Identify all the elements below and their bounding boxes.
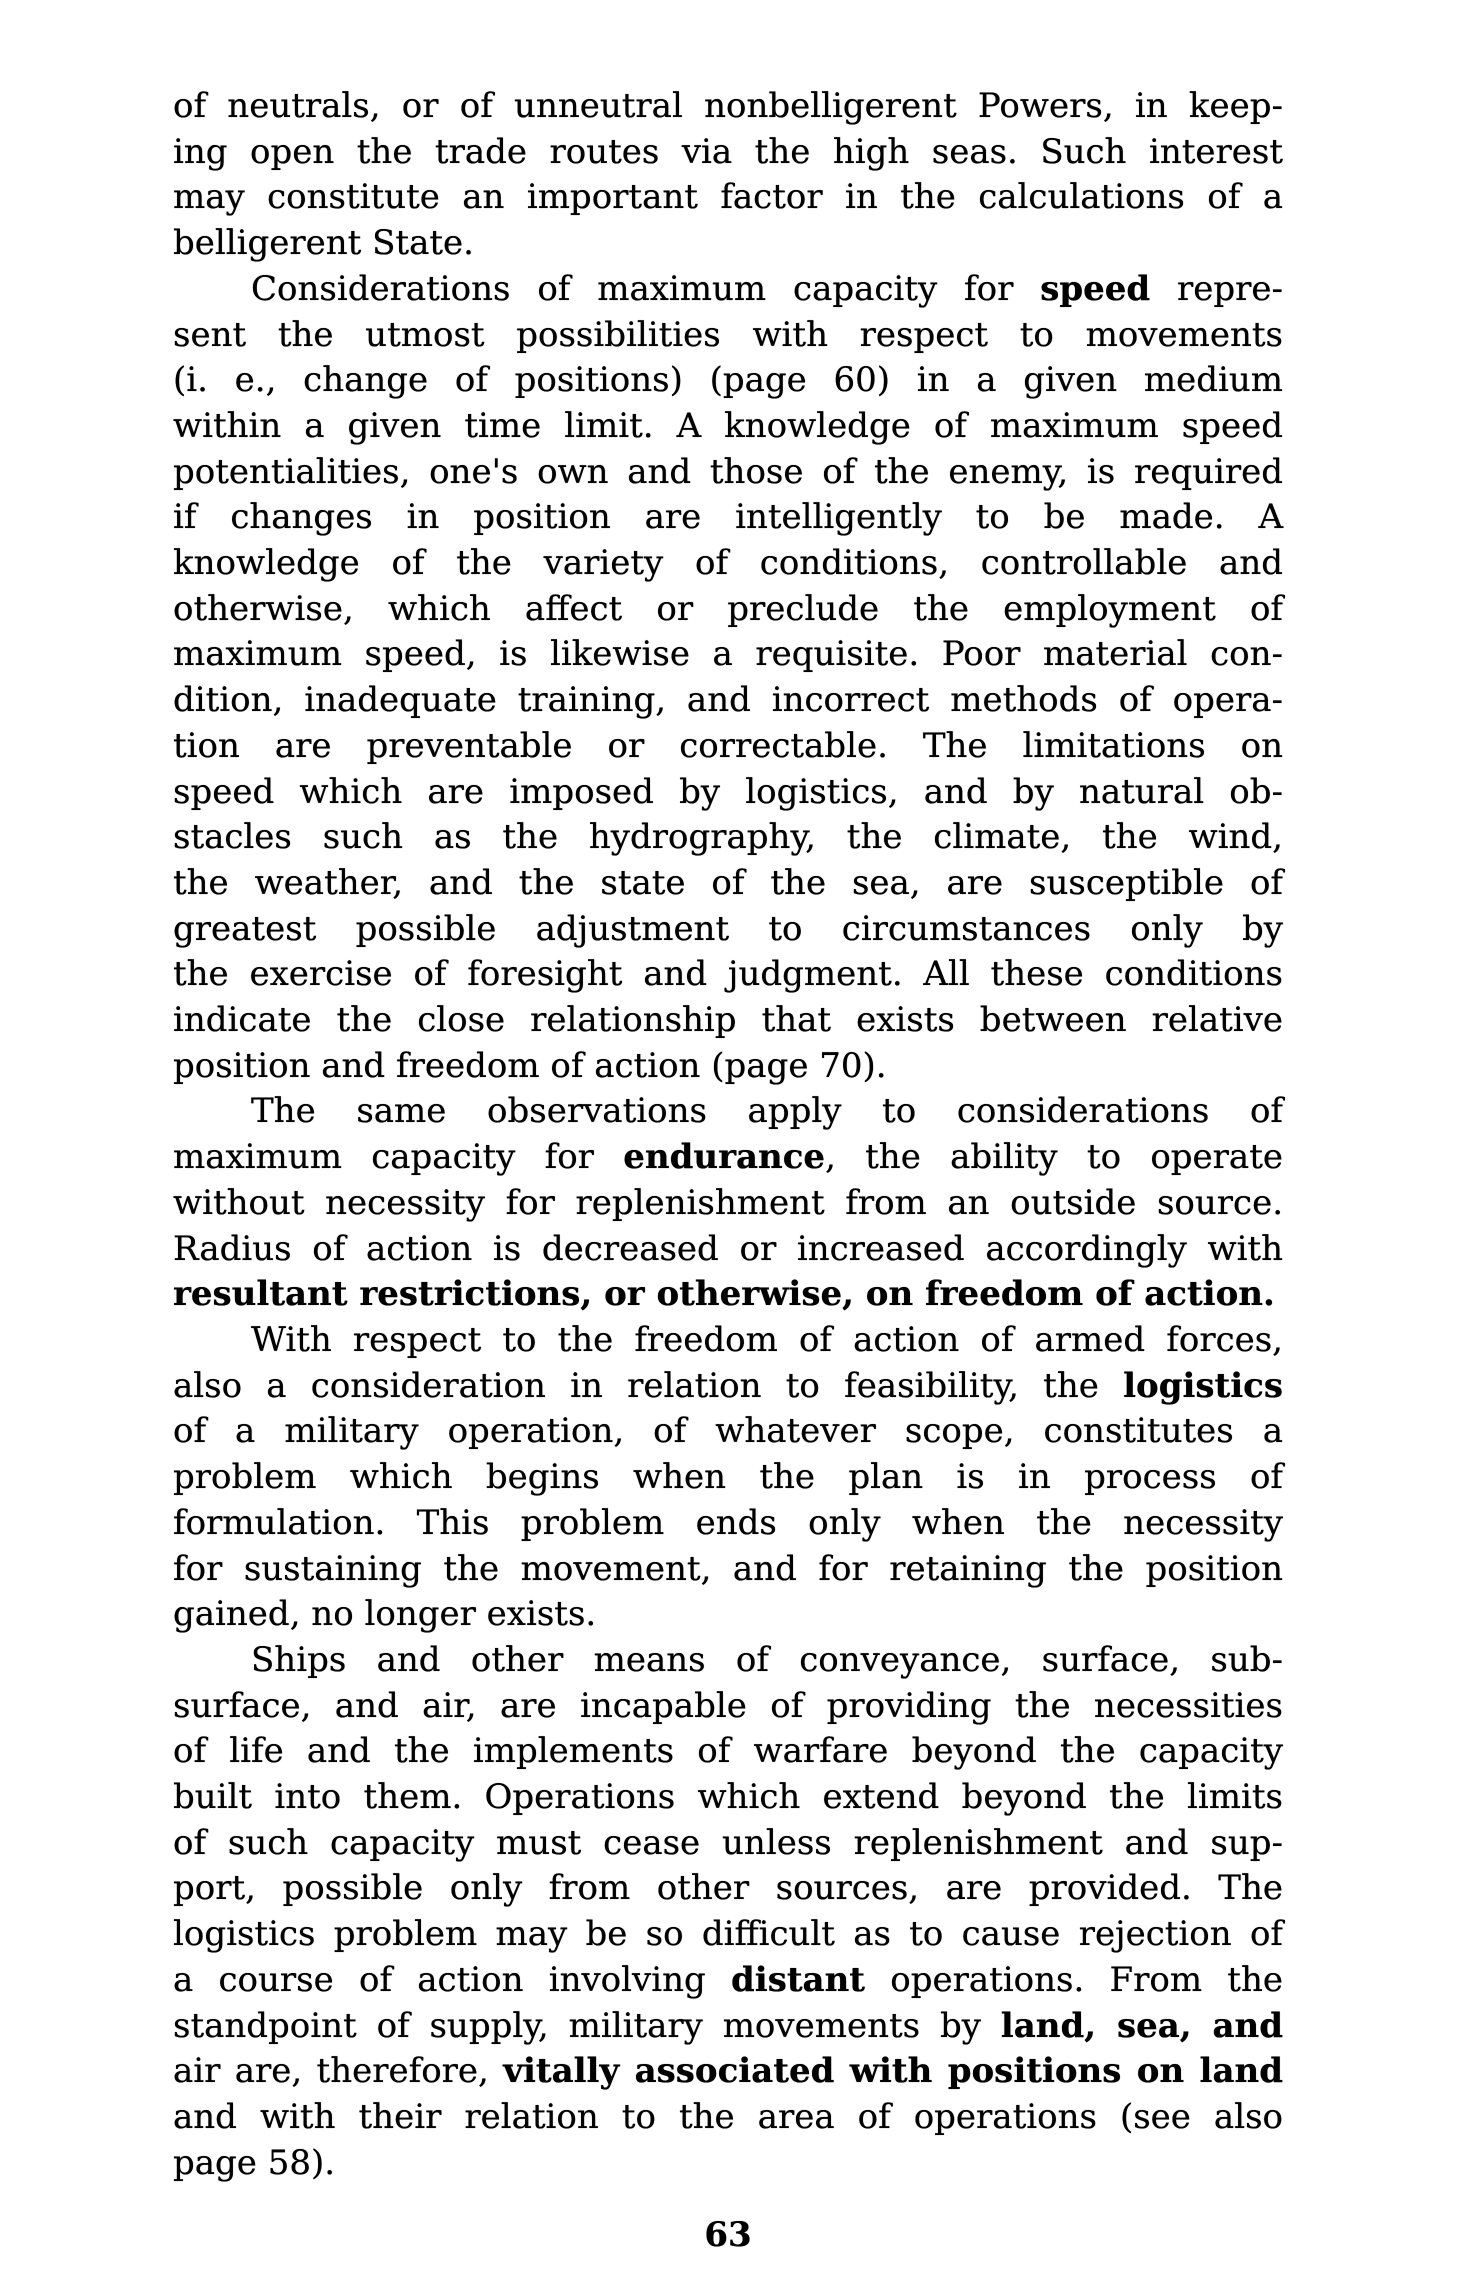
- text-line: otherwise, which affect or preclude the employment of: [173, 588, 1283, 629]
- text-line: if changes in position are intelligently to be made. A: [173, 497, 1283, 538]
- text-line: potentialities, one's own and those of the enemy, is required: [173, 451, 1283, 492]
- paragraph: [173, 267, 1283, 1090]
- text-line: problem which begins when the plan is in process of: [173, 1457, 1283, 1498]
- paragraph: [173, 1638, 1283, 2186]
- text-line: formulation. This problem ends only when the necessity: [173, 1502, 1283, 1543]
- text-line: of a military operation, of whatever scope, constitutes a: [173, 1411, 1283, 1452]
- text-line: surface, and air, are incapable of providing the necessities: [173, 1685, 1283, 1726]
- text-line: a course of action involving distant operations. From the: [173, 1959, 1283, 2000]
- text-line: speed which are imposed by logistics, and by natural ob-: [173, 771, 1283, 812]
- text-line: of such capacity must cease unless replenishment and sup-: [173, 1822, 1283, 1863]
- text-line: indicate the close relationship that exists between relative: [173, 1000, 1283, 1041]
- paragraph: [173, 1318, 1283, 1638]
- paragraph: [173, 1089, 1283, 1318]
- text-line: resultant restrictions, or otherwise, on freedom of action.: [173, 1274, 1275, 1315]
- text-line: port, possible only from other sources, are provided. The: [173, 1868, 1283, 1909]
- paragraph: [173, 84, 1283, 267]
- text-block: [173, 84, 1283, 2186]
- text-line: gained, no longer exists.: [173, 1594, 597, 1635]
- text-line: may constitute an important factor in the calculations of a: [173, 177, 1283, 218]
- text-line: built into them. Operations which extend beyond the limits: [173, 1777, 1283, 1818]
- text-line: tion are preventable or correctable. The limitations on: [173, 725, 1283, 766]
- page-number: 63: [704, 2215, 752, 2255]
- text-line: within a given time limit. A knowledge of maximum speed: [173, 405, 1283, 446]
- text-line: sent the utmost possibilities with respect to movements: [173, 314, 1283, 355]
- text-line: The same observations apply to considerations of: [251, 1091, 1283, 1132]
- text-line: Ships and other means of conveyance, surface, sub-: [251, 1639, 1283, 1680]
- text-line: maximum speed, is likewise a requisite. Poor material con-: [173, 634, 1283, 675]
- text-line: also a consideration in relation to feasibility, the logistics: [173, 1365, 1283, 1406]
- text-line: standpoint of supply, military movements by land, sea, and: [173, 2005, 1283, 2046]
- text-line: stacles such as the hydrography, the climate, the wind,: [173, 817, 1283, 858]
- text-line: and with their relation to the area of operations (see also: [173, 2096, 1283, 2137]
- text-line: of neutrals, or of unneutral nonbelligerent Powers, in keep-: [173, 86, 1283, 126]
- text-line: of life and the implements of warfare beyond the capacity: [173, 1731, 1283, 1772]
- text-line: page 58).: [173, 2142, 336, 2183]
- text-line: belligerent State.: [173, 223, 474, 264]
- text-line: (i. e., change of positions) (page 60) in a given medium: [173, 360, 1283, 401]
- text-line: knowledge of the variety of conditions, controllable and: [173, 543, 1283, 584]
- text-line: greatest possible adjustment to circumstances only by: [173, 908, 1283, 949]
- text-line: logistics problem may be so difficult as to cause rejection of: [173, 1914, 1283, 1955]
- text-line: With respect to the freedom of action of armed forces,: [251, 1319, 1283, 1360]
- text-line: Radius of action is decreased or increased accordingly with: [173, 1228, 1283, 1269]
- text-line: position and freedom of action (page 70).: [173, 1045, 887, 1086]
- text-line: for sustaining the movement, and for retaining the position: [173, 1548, 1283, 1589]
- text-line: dition, inadequate training, and incorrect methods of opera-: [173, 680, 1283, 721]
- text-line: maximum capacity for endurance, the ability to operate: [173, 1137, 1283, 1178]
- text-line: Considerations of maximum capacity for speed repre-: [251, 268, 1283, 309]
- text-line: the weather, and the state of the sea, are susceptible of: [173, 862, 1283, 903]
- text-line: ing open the trade routes via the high seas. Such interest: [173, 131, 1283, 172]
- text-line: the exercise of foresight and judgment. All these conditions: [173, 954, 1283, 995]
- text-line: without necessity for replenishment from an outside source.: [173, 1182, 1283, 1223]
- text-line: air are, therefore, vitally associated with positions on land: [173, 2051, 1283, 2092]
